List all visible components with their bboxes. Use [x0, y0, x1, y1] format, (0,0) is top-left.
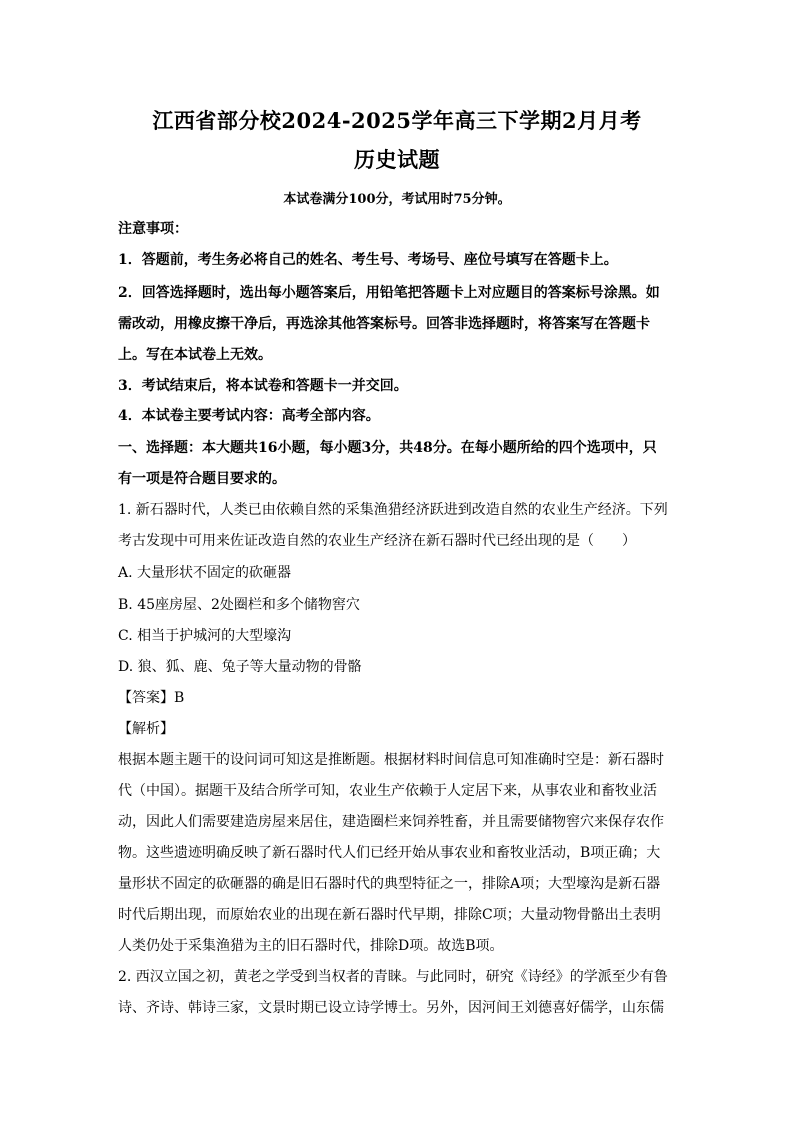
q2-stem-line-1: 2. 西汉立国之初，黄老之学受到当权者的青睐。与此同时，研究《诗经》的学派至少有鲁: [118, 969, 668, 985]
exam-subject: 历史试题: [354, 147, 440, 172]
q1-analysis-line-1: 根据本题主题干的设问词可知这是推断题。根据材料时间信息可知准确时空是：新石器时: [118, 752, 664, 768]
q1-analysis-label: 【解析】: [118, 721, 174, 737]
section-heading-line-2: 有一项是符合题目要求的。: [118, 471, 286, 487]
exam-subtitle: 本试卷满分100分，考试用时75分钟。: [283, 192, 511, 207]
q1-analysis-line-7: 人类仍处于采集渔猎为主的旧石器时代，排除D项。故选B项。: [118, 938, 504, 954]
notice-item-2-line-3: 上。写在本试卷上无效。: [118, 347, 272, 363]
q1-analysis-line-2: 代（中国）。据题干及结合所学可知，农业生产依赖于人定居下来，从事农业和畜牧业活: [118, 783, 657, 799]
q1-analysis-line-5: 量形状不固定的砍砸器的确是旧石器时代的典型特征之一，排除A项；大型壕沟是新石器: [118, 876, 661, 892]
notice-item-4: 4．本试卷主要考试内容：高考全部内容。: [118, 408, 380, 424]
q1-analysis-line-4: 物。这些遗迹明确反映了新石器时代人们已经开始从事农业和畜牧业活动，B项正确；大: [118, 845, 661, 861]
q1-option-a: A. 大量形状不固定的砍砸器: [118, 565, 292, 581]
notice-item-2-line-1: 2．回答选择题时，选出每小题答案后，用铅笔把答题卡上对应题目的答案标号涂黑。如: [118, 285, 660, 301]
q1-answer: 【答案】B: [118, 690, 185, 706]
q1-option-b: B. 45座房屋、2处圈栏和多个储物窖穴: [118, 597, 360, 613]
q1-option-c: C. 相当于护城河的大型壕沟: [118, 628, 292, 644]
q1-analysis-line-6: 时代后期出现，而原始农业的出现在新石器时代早期，排除C项；大量动物骨骼出土表明: [118, 907, 661, 923]
notice-item-2-line-2: 需改动，用橡皮擦干净后，再选涂其他答案标号。回答非选择题时，将答案写在答题卡: [118, 316, 650, 332]
notice-heading: 注意事项：: [118, 221, 188, 237]
notice-item-3: 3．考试结束后，将本试卷和答题卡一并交回。: [118, 378, 408, 394]
q1-option-d: D. 狼、狐、鹿、兔子等大量动物的骨骼: [118, 659, 362, 675]
section-heading-line-1: 一、选择题：本大题共16小题，每小题3分，共48分。在每小题所给的四个选项中，只: [118, 440, 657, 456]
q1-stem-line-2: 考古发现中可用来佐证改造自然的农业生产经济在新石器时代已经出现的是（ ）: [118, 533, 636, 549]
q2-stem-line-2: 诗、齐诗、韩诗三家，文景时期已设立诗学博士。另外，因河间王刘德喜好儒学，山东儒: [118, 1000, 664, 1016]
q1-stem-line-1: 1. 新石器时代，人类已由依赖自然的采集渔猎经济跃进到改造自然的农业生产经济。下列: [118, 502, 668, 518]
exam-title: 江西省部分校2024-2025学年高三下学期2月月考: [152, 108, 642, 133]
notice-item-1: 1．答题前，考生务必将自己的姓名、考生号、考场号、座位号填写在答题卡上。: [118, 252, 618, 268]
q1-analysis-line-3: 动，因此人们需要建造房屋来居住，建造圈栏来饲养牲畜，并且需要储物窖穴来保存农作: [118, 814, 664, 830]
